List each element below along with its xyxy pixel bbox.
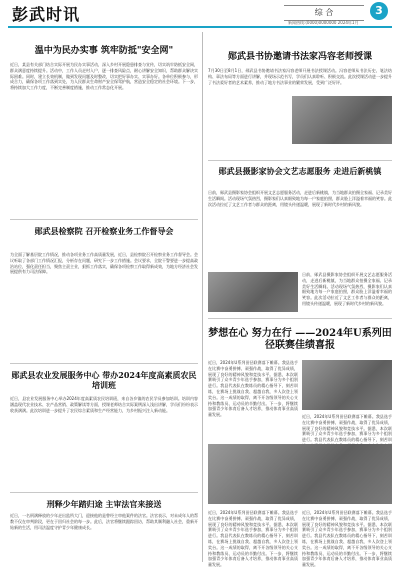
section-label: 综 合 — [284, 5, 364, 21]
article-headline: 郧武县摄影家协会文艺志愿服务 走进后新桃镇 — [218, 166, 382, 176]
article-photo — [208, 272, 298, 312]
article-photo — [292, 96, 392, 144]
paper-title: 彭武时讯 — [12, 5, 81, 24]
article-body: 日前，郧武县摄影家协会组织开展文艺志愿服务活动，走进后新桃镇，为当地群众拍摄全家福、记录美好生活瞬间。活动现场气氛热烈，摄影家们认真细致地为每一户家庭拍照，群众脸上洋溢着幸福的笑容。此次活动拉近了文艺工作者与群众的距离，用镜头传递温暖，展现了新时代乡村的新风貌。 — [208, 190, 392, 207]
article-divider — [10, 492, 198, 493]
article-body: 近日，县农业发展服务中心举办2024年度高素质农民培训班，来自各乡镇的农民学员参加培训。培训内容涵盖现代农业技术、农产品营销、政策解读等方面，授课老师结合实际案例深入浅出讲解，学员们纷纷表示收获满满。此次培训进一步提升了农民综合素质和生产经营能力，为乡村振兴注入新动能。 — [10, 396, 198, 413]
article-headline: 温中为民办实事 筑牢防抵"安全网" — [34, 46, 174, 56]
article-headline: 郧武县书协邀请书法家冯容老师授课 — [227, 52, 372, 62]
article-photo — [302, 360, 392, 410]
article-body: 近日，2024年U系列田径联赛落下帷幕。我县选手在比赛中奋勇拼搏、顽强作战，取得了优异成绩，展现了良好的精神风貌和竞技水平。据悉，本次联赛吸引了众多青少年选手参加，赛事分为多个组别进行。我县代表队在教练员的精心指导下，刻苦训练，在赛场上挑战自我、超越自我，多人次登上领奖台。这一成绩的取得，离不开各级领导的关心支持和教练员、运动员的辛勤付出。下一步，将继续加强青少年体育后备人才培养，推动体育事业高质量发展。 — [208, 360, 298, 418]
article-divider — [208, 318, 392, 319]
article-body: 为全面了解基层院工作情况，推动各项业务工作高质量发展，近日，县检察院召开检察业务工作督导会。会议听取了各部门工作情况汇报，分析存在问题，研究下一步工作措施。会议要求，全院干警要进一步提高政治站位，强化责任担当，聚焦主责主业，狠抓工作落实，确保各项检察工作取得新成效，为地方经济社会发展提供有力司法保障。 — [10, 252, 198, 275]
article-body: 7月30日至8月1日，郧武县书协邀请书法家冯容老师开展书法授课活动。冯容老师从书法历史、笔法结构、章法布局等方面进行讲解，并现场示范书写，学员们认真聆听、积极交流。此次授课活动进一步提升了书法爱好者的艺术素养，推动了地方书法事业的繁荣发展，受到广泛好评。 — [208, 68, 392, 85]
article-divider — [10, 363, 198, 364]
column-divider — [202, 32, 203, 562]
article-body-continued: 日前，郧武县摄影家协会组织开展文艺志愿服务活动，走进后新桃镇，为当地群众拍摄全家福、记录美好生活瞬间。活动现场气氛热烈，摄影家们认真细致地为每一户家庭拍照，群众脸上洋溢着幸福的笑容。此次活动拉近了文艺工作者与群众的距离，用镜头传递温暖，展现了新时代乡村的新风貌。 — [302, 272, 392, 306]
article-headline: 刑释少年踏归途 主审法官来接送 — [46, 499, 162, 509]
date-line: 新闻热线:(0000)0000000 2024年1月 — [288, 20, 359, 25]
article-headline: 梦想在心 努力在行 ——2024年U系列田径联赛佳绩喜报 — [208, 328, 392, 351]
page-number-badge: 3 — [370, 2, 388, 20]
article-body-continued: 近日，2024年U系列田径联赛落下帷幕。我县选手在比赛中奋勇拼搏、顽强作战，取得了优异成绩，展现了良好的精神风貌和竞技水平。据悉，本次联赛吸引了众多青少年选手参加，赛事分为多个组别进行。我县代表队在教练员的精心指导下，刻苦训练，在赛场上挑战自我、超越自我，多人次登上领奖台。这一成绩的取得，离不开各级领导的关心支持和教练员、运动员的辛勤付出。下一步，将继续加强青少年体育后备人才培养，推动体育事业高质量发展。 — [302, 510, 392, 568]
article-photo-wide — [208, 444, 392, 504]
article-body-continued: 近日，2024年U系列田径联赛落下帷幕。我县选手在比赛中奋勇拼搏、顽强作战，取得了优异成绩，展现了良好的精神风貌和竞技水平。据悉，本次联赛吸引了众多青少年选手参加，赛事分为多个组别进行。我县代表队在教练员的精心指导下，刻苦训练，在赛场上挑战自我、超越自我，多人次登上领奖台。这一成绩的取得，离不开各级领导的关心支持和教练员、运动员的辛勤付出。下一步，将继续加强青少年体育后备人才培养，推动体育事业高质量发展。 — [208, 510, 298, 568]
article-headline: 郧武县检察院 召开检察业务工作督导会 — [34, 226, 174, 236]
masthead — [8, 2, 392, 24]
article-divider — [10, 219, 198, 220]
article-body-continued: 近日，2024年U系列田径联赛落下帷幕。我县选手在比赛中奋勇拼搏、顽强作战，取得了优异成绩，展现了良好的精神风貌和竞技水平。据悉，本次联赛吸引了众多青少年选手参加，赛事分为多个组别进行。我县代表队在教练员的精心指导下，刻苦训 — [302, 414, 392, 443]
article-body: 近日，一名刑满释放的少年走出监所大门，迎接他的是曾经主审他案件的法官。法官表示，对未成年人的帮教不仅在审判阶段，更在于回归社会的每一步。此后，法官将继续跟踪回访，帮助其顺利融入社会，重新开始新的生活，用司法温度守护青少年健康成长。 — [10, 513, 198, 530]
article-divider — [208, 160, 392, 161]
article-headline: 郧武县农业发展服务中心 带办2024年度高素质农民培训班 — [11, 370, 197, 390]
header-rule — [8, 26, 392, 28]
article-body: 近日，某县有关部门结合实际开展为民办实事活动，深入乡村开展隐患排查与宣传，切实筑牢防抵安全网，群众满意度持续提升。活动中，工作人员走村入户，逐一排查风险点，耐心讲解安全知识，帮助群众解决实际困难。同时，建立长效机制，做到发现问题及时整改，切实把好事办实、实事办好。各单位积极参与，形成合力，确保各项工作落到实处，为人民群众生命财产安全保驾护航，营造安全稳定的社会环境。下一步，将持续加大工作力度，不断完善制度措施，推动工作常态化开展。 — [10, 62, 198, 91]
